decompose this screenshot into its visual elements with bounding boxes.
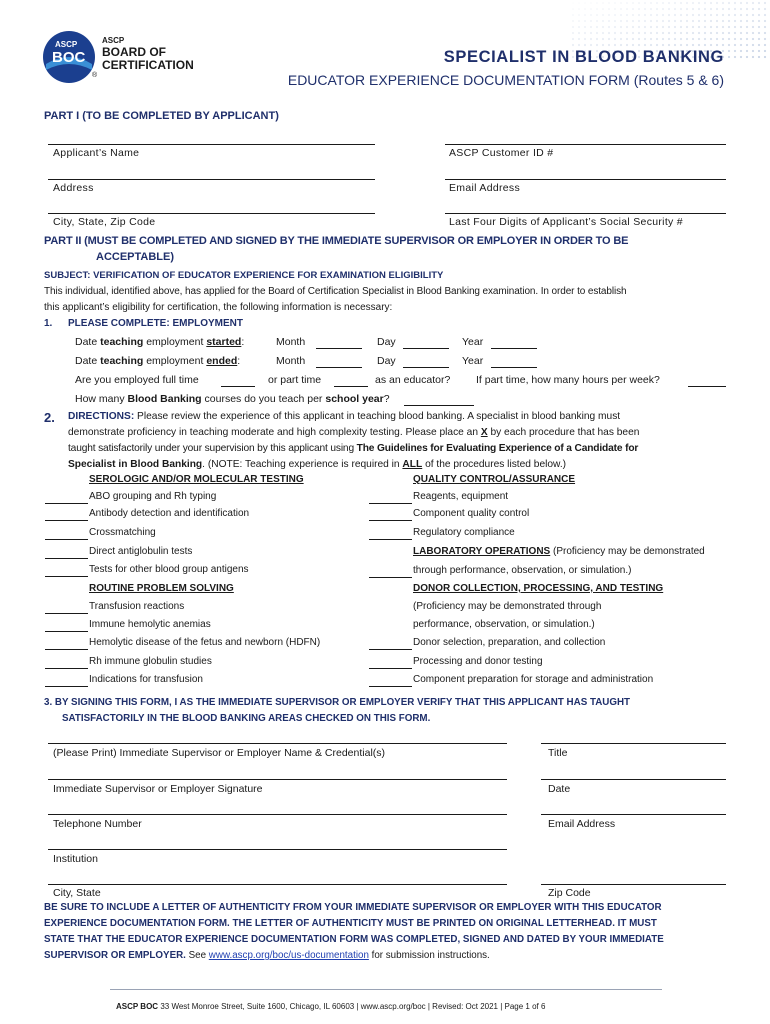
directions-line2: demonstrate proficiency in teaching moderate and high complexity testing. Please place an X by each procedure that has been xyxy=(68,427,640,438)
donor-note1: (Proficiency may be demonstrated through xyxy=(413,601,602,612)
donor-item-checkbox[interactable] xyxy=(369,649,412,650)
qc-heading: QUALITY CONTROL/ASSURANCE xyxy=(413,474,576,485)
serologic-item-checkbox[interactable] xyxy=(45,520,88,521)
ascp-boc-logo xyxy=(42,30,202,84)
serologic-item-checkbox[interactable] xyxy=(45,558,88,559)
directions-line1: DIRECTIONS: Please review the experience of this applicant in teaching blood banking. A specialist in blood banking must xyxy=(68,411,621,422)
intro-line1: This individual, identified above, has applied for the Board of Certification Specialist in Blood Banking examination. In order to establish xyxy=(44,286,627,297)
address-label: Address xyxy=(53,182,94,194)
routine-item-checkbox[interactable] xyxy=(45,686,88,687)
zip-label: Zip Code xyxy=(548,887,591,899)
qc-item-checkbox[interactable] xyxy=(369,520,412,521)
email-label: Email Address xyxy=(449,182,521,194)
ssn-field[interactable] xyxy=(445,213,726,214)
section1-number: 1. xyxy=(44,318,53,329)
ended-day-label: Day xyxy=(377,355,396,367)
logo-registered: ® xyxy=(92,72,98,79)
serologic-item-label: ABO grouping and Rh typing xyxy=(89,491,217,502)
qc-item-label: Regulatory compliance xyxy=(413,527,515,538)
donor-note2: performance, observation, or simulation.) xyxy=(413,619,595,630)
logo-badge-main: BOC xyxy=(52,49,86,66)
routine-item-label: Rh immune globulin studies xyxy=(89,656,212,667)
logo-org-small: ASCP xyxy=(102,36,125,45)
started-year-field[interactable] xyxy=(491,348,537,349)
city-state-field[interactable] xyxy=(48,884,507,885)
part1-heading: PART I (TO BE COMPLETED BY APPLICANT) xyxy=(44,110,279,122)
routine-item-checkbox[interactable] xyxy=(45,631,88,632)
serologic-item-checkbox[interactable] xyxy=(45,576,88,577)
logo-badge-top: ASCP xyxy=(55,40,78,49)
title-label: Title xyxy=(548,747,568,759)
serologic-item-label: Tests for other blood group antigens xyxy=(89,564,249,575)
ended-year-field[interactable] xyxy=(491,367,537,368)
directions-line4: Specialist in Blood Banking. (NOTE: Teaching experience is required in ALL of the procedures listed below.) xyxy=(68,459,567,470)
hours-per-week-label: If part time, how many hours per week? xyxy=(476,374,660,386)
started-day-label: Day xyxy=(377,336,396,348)
address-field[interactable] xyxy=(48,179,375,180)
institution-label: Institution xyxy=(53,853,98,865)
part2-heading-line2: ACCEPTABLE) xyxy=(96,251,175,263)
applicant-name-label: Applicant’s Name xyxy=(53,147,140,159)
part-time-label: or part time xyxy=(268,374,322,386)
signature-field[interactable] xyxy=(48,779,507,780)
telephone-field[interactable] xyxy=(48,814,507,815)
as-educator-label: as an educator? xyxy=(375,374,451,386)
qc-item-checkbox[interactable] xyxy=(369,503,412,504)
qc-item-checkbox[interactable] xyxy=(369,539,412,540)
date-field[interactable] xyxy=(541,779,726,780)
notice-line2: EXPERIENCE DOCUMENTATION FORM. THE LETTER OF AUTHENTICITY MUST BE PRINTED ON ORIGINAL LETTERHEAD. IT MUST xyxy=(44,918,657,929)
city-state-zip-field[interactable] xyxy=(48,213,375,214)
serologic-item-label: Antibody detection and identification xyxy=(89,508,250,519)
date-label: Date xyxy=(548,783,571,795)
qc-item-label: Component quality control xyxy=(413,508,530,519)
routine-item-checkbox[interactable] xyxy=(45,649,88,650)
intro-line2: this applicant’s eligibility for certification, the following information is necessary: xyxy=(44,302,393,313)
routine-item-label: Hemolytic disease of the fetus and newborn (HDFN) xyxy=(89,637,321,648)
section2-number: 2. xyxy=(44,410,55,425)
hours-per-week-field[interactable] xyxy=(688,386,726,387)
date-ended-label: Date teaching employment ended: xyxy=(75,355,241,367)
part2-heading-line1: PART II (MUST BE COMPLETED AND SIGNED BY THE IMMEDIATE SUPERVISOR OR EMPLOYER IN ORDER TO BE xyxy=(44,235,629,247)
donor-item-label: Processing and donor testing xyxy=(413,656,543,667)
ended-month-label: Month xyxy=(276,355,306,367)
serologic-item-label: Crossmatching xyxy=(89,527,156,538)
donor-item-checkbox[interactable] xyxy=(369,686,412,687)
ended-day-field[interactable] xyxy=(403,367,449,368)
donor-heading: DONOR COLLECTION, PROCESSING, AND TESTING xyxy=(413,583,664,594)
subject-line: SUBJECT: VERIFICATION OF EDUCATOR EXPERIENCE FOR EXAMINATION ELIGIBILITY xyxy=(44,270,444,281)
customer-id-field[interactable] xyxy=(445,144,726,145)
full-time-label: Are you employed full time xyxy=(75,374,199,386)
donor-item-checkbox[interactable] xyxy=(369,668,412,669)
city-state-label: City, State xyxy=(53,887,101,899)
started-month-field[interactable] xyxy=(316,348,362,349)
routine-heading: ROUTINE PROBLEM SOLVING xyxy=(89,583,234,594)
supervisor-email-label: Email Address xyxy=(548,818,616,830)
donor-item-label: Donor selection, preparation, and collection xyxy=(413,637,606,648)
supervisor-email-field[interactable] xyxy=(541,814,726,815)
qc-item-label: Reagents, equipment xyxy=(413,491,509,502)
courses-label: How many Blood Banking courses do you teach per school year? xyxy=(75,393,390,405)
logo-org-line1: BOARD OF xyxy=(102,45,166,59)
notice-line4: SUPERVISOR OR EMPLOYER. See www.ascp.org/boc/us-documentation for submission instructions. xyxy=(44,950,490,961)
telephone-label: Telephone Number xyxy=(53,818,142,830)
routine-item-label: Indications for transfusion xyxy=(89,674,203,685)
routine-item-label: Immune hemolytic anemias xyxy=(89,619,211,630)
part3-line1: 3. BY SIGNING THIS FORM, I AS THE IMMEDIATE SUPERVISOR OR EMPLOYER VERIFY THAT THIS APPLICANT HAS TAUGHT xyxy=(44,697,631,708)
footer: ASCP BOC 33 West Monroe Street, Suite 1600, Chicago, IL 60603 | www.ascp.org/boc | Revised: Oct 2021 | Page 1 of 6 xyxy=(116,1002,546,1011)
city-state-zip-label: City, State, Zip Code xyxy=(53,216,156,228)
institution-field[interactable] xyxy=(48,849,507,850)
routine-item-checkbox[interactable] xyxy=(45,668,88,669)
ended-month-field[interactable] xyxy=(316,367,362,368)
full-time-field[interactable] xyxy=(221,386,255,387)
started-day-field[interactable] xyxy=(403,348,449,349)
customer-id-label: ASCP Customer ID # xyxy=(449,147,554,159)
date-started-label: Date teaching employment started: xyxy=(75,336,245,348)
ssn-label: Last Four Digits of Applicant’s Social Security # xyxy=(449,216,683,228)
directions-line3: taught satisfactorily under your supervision by this applicant using The Guidelines for Evaluating Experience of a Candidate for xyxy=(68,443,639,454)
footer-divider xyxy=(110,989,662,990)
form-title: SPECIALIST IN BLOOD BANKING xyxy=(443,48,724,66)
form-subtitle: EDUCATOR EXPERIENCE DOCUMENTATION FORM (Routes 5 & 6) xyxy=(287,72,724,88)
applicant-name-field[interactable] xyxy=(48,144,375,145)
ended-year-label: Year xyxy=(462,355,484,367)
serologic-item-checkbox[interactable] xyxy=(45,539,88,540)
notice-line1: BE SURE TO INCLUDE A LETTER OF AUTHENTICITY FROM YOUR IMMEDIATE SUPERVISOR OR EMPLOYER WITH THIS EDUCATOR xyxy=(44,902,662,913)
signature-label: Immediate Supervisor or Employer Signature xyxy=(53,783,263,795)
serologic-item-label: Direct antiglobulin tests xyxy=(89,546,193,557)
logo-org-line2: CERTIFICATION xyxy=(102,58,194,72)
started-year-label: Year xyxy=(462,336,484,348)
lab-note-line2: through performance, observation, or simulation.) xyxy=(413,565,632,576)
courses-field[interactable] xyxy=(404,405,474,406)
documentation-link[interactable]: www.ascp.org/boc/us-documentation xyxy=(208,950,369,961)
notice-line3: STATE THAT THE EDUCATOR EXPERIENCE DOCUMENTATION FORM WAS COMPLETED, SIGNED AND DATED BY YOUR IMMEDIATE xyxy=(44,934,664,945)
zip-field[interactable] xyxy=(541,884,726,885)
donor-item-label: Component preparation for storage and administration xyxy=(413,674,654,685)
title-field[interactable] xyxy=(541,743,726,744)
part-time-field[interactable] xyxy=(334,386,368,387)
section1-title: PLEASE COMPLETE: EMPLOYMENT xyxy=(68,318,244,329)
routine-item-checkbox[interactable] xyxy=(45,613,88,614)
part3-line2: SATISFACTORILY IN THE BLOOD BANKING AREAS CHECKED ON THIS FORM. xyxy=(62,713,431,724)
started-month-label: Month xyxy=(276,336,306,348)
serologic-heading: SEROLOGIC AND/OR MOLECULAR TESTING xyxy=(89,474,304,485)
serologic-item-checkbox[interactable] xyxy=(45,503,88,504)
supervisor-name-field[interactable] xyxy=(48,743,507,744)
lab-heading-row: LABORATORY OPERATIONS (Proficiency may be demonstrated xyxy=(413,546,705,557)
routine-item-label: Transfusion reactions xyxy=(89,601,185,612)
supervisor-name-label: (Please Print) Immediate Supervisor or Employer Name & Credential(s) xyxy=(53,747,386,759)
lab-operations-checkbox[interactable] xyxy=(369,577,412,578)
email-field[interactable] xyxy=(445,179,726,180)
